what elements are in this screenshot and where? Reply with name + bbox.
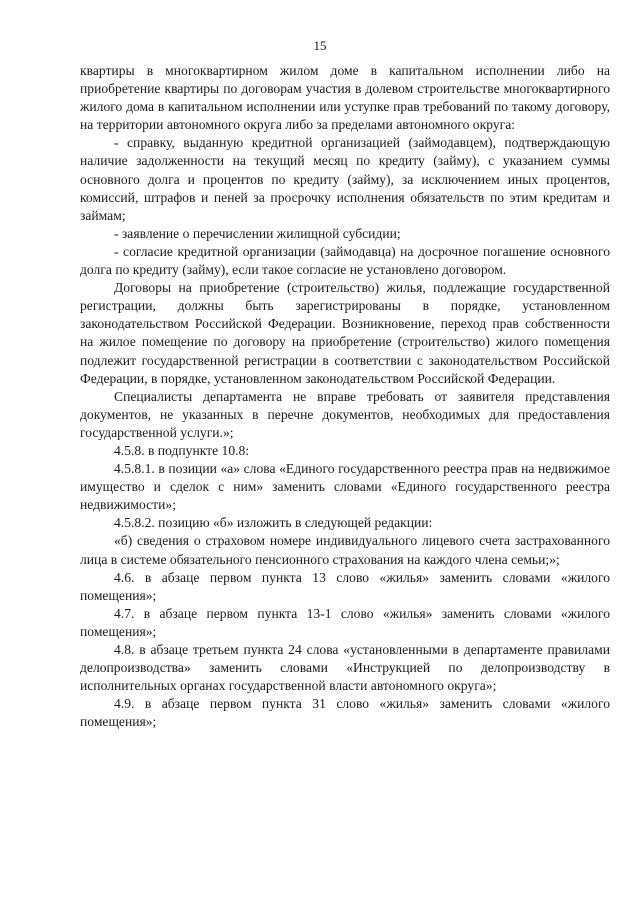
paragraph: 4.5.8.2. позицию «б» изложить в следующей редакции:	[114, 515, 433, 531]
paragraph: - справку, выданную кредитной организацией (займодавцем), подтверждающую наличие задолженности на текущий месяц по кредиту (займу), с указанием суммы основного долга и процентов по кредиту (займу), за исключением иных процентов, комиссий, штрафов и пеней за просрочку исполнения обязательств по этим кредитам и займам;	[80, 135, 610, 223]
document-body	[80, 62, 610, 731]
paragraph: - согласие кредитной организации (займодавца) на досрочное погашение основного долга по кредиту (займу), если такое согласие не установлено договором.	[80, 243, 610, 278]
paragraph: квартиры в многоквартирном жилом доме в капитальном исполнении либо на приобретение квартиры по договорам участия в долевом строительстве многоквартирного жилого дома в капитальном исполнении или уступке прав требований по такому договору, на территории автономного округа либо за пределами автономного округа:	[80, 63, 610, 133]
paragraph: 4.6. в абзаце первом пункта 13 слово «жилья» заменить словами «жилого помещения»;	[80, 569, 610, 603]
paragraph: 4.8. в абзаце третьем пункта 24 слова «установленными в департаменте правилами делопроизводства» заменить словами «Инструкцией по делопроизводству в исполнительных органах государственной власти автономного округа»;	[80, 642, 610, 694]
paragraph: Специалисты департамента не вправе требовать от заявителя представления документов, не указанных в перечне документов, необходимых для предоставления государственной услуги.»;	[80, 388, 610, 440]
paragraph: 4.7. в абзаце первом пункта 13-1 слово «жилья» заменить словами «жилого помещения»;	[80, 605, 610, 639]
paragraph: Договоры на приобретение (строительство) жилья, подлежащие государственной регистрации, должны быть зарегистрированы в порядке, установленном законодательством Российской Федерации. Возникновение, переход прав собственности на жилое помещение по договору на приобретение (строительство) жилого помещения подлежит государственной регистрации в соответствии с законодательством Российской Федерации, в порядке, установленном законодательством Российской Федерации.	[80, 280, 610, 386]
paragraph: 4.9. в абзаце первом пункта 31 слово «жилья» заменить словами «жилого помещения»;	[80, 696, 610, 730]
paragraph: - заявление о перечислении жилищной субсидии;	[114, 225, 401, 241]
paragraph: «б) сведения о страховом номере индивидуального лицевого счета застрахованного лица в системе обязательного пенсионного страхования на каждого члена семьи;»;	[80, 533, 610, 567]
paragraph: 4.5.8. в подпункте 10.8:	[114, 442, 250, 458]
paragraph: 4.5.8.1. в позиции «а» слова «Единого государственного реестра прав на недвижимое имущество и сделок с ним» заменить словами «Единого государственного реестра недвижимости»;	[80, 461, 610, 513]
page-number: 15	[313, 38, 327, 53]
